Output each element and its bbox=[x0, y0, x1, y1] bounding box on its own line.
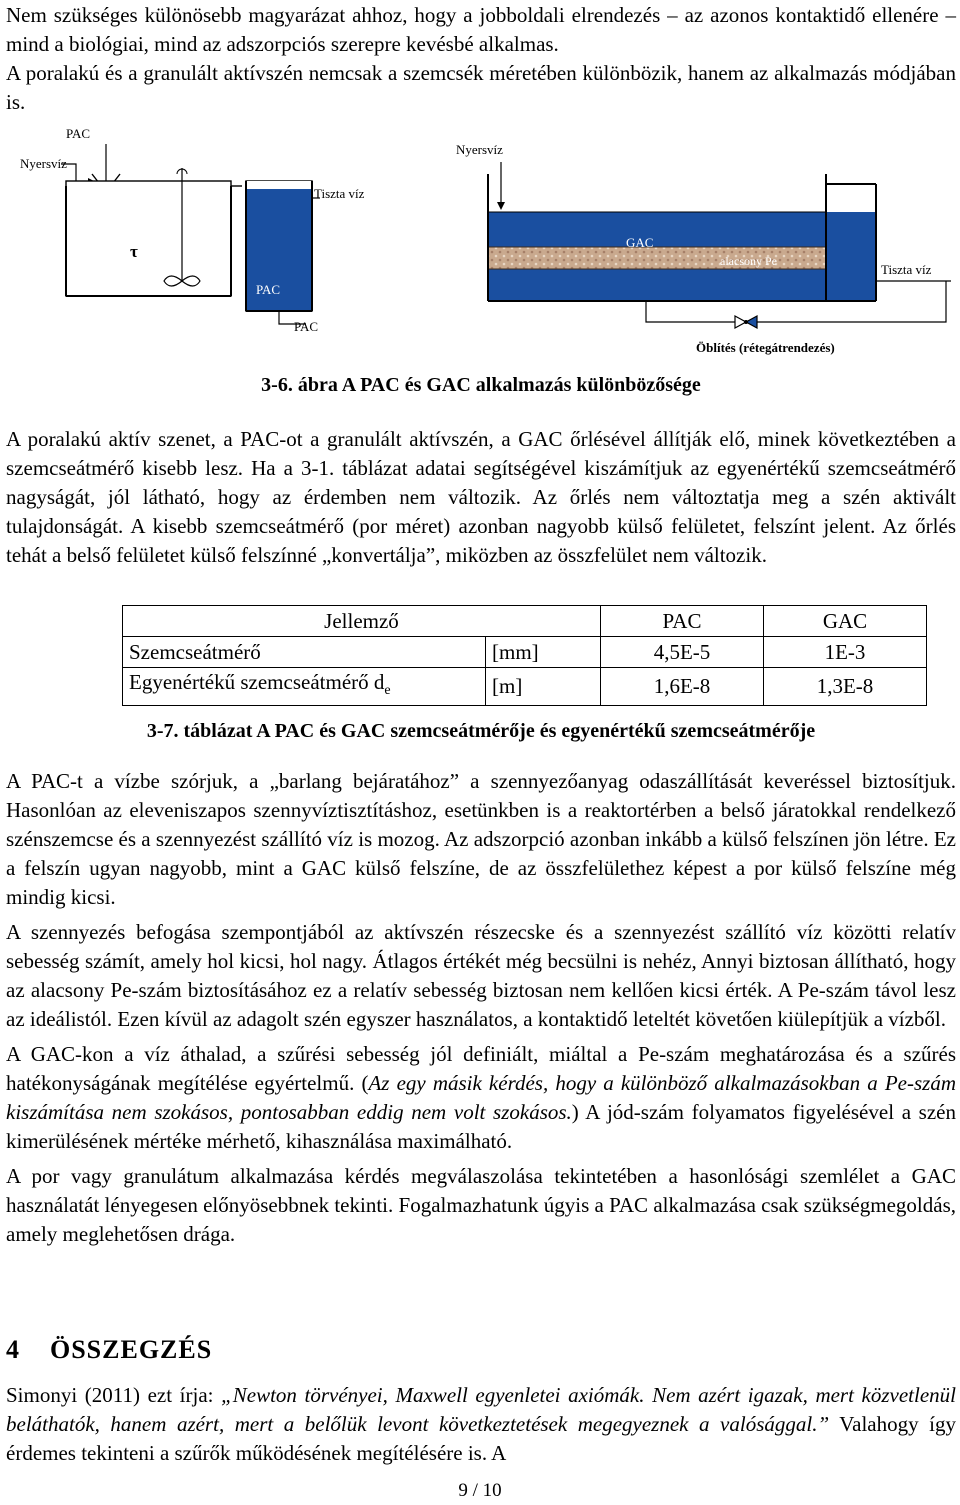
body-text-3 bbox=[6, 1381, 956, 1468]
label-alacsony-pe: alacsony Pe bbox=[720, 254, 777, 268]
label-pac-box: PAC bbox=[256, 282, 281, 297]
table-cell-label-text: Egyenértékű szemcseátmérő d bbox=[129, 670, 385, 694]
label-tiszta-viz-right: Tiszta víz bbox=[881, 262, 932, 277]
label-nyersviz-right: Nyersvíz bbox=[456, 142, 503, 157]
table-header-jellemzo: Jellemző bbox=[123, 606, 601, 637]
paragraph-4 bbox=[6, 1040, 956, 1156]
paragraph-4-a: A GAC-kon a víz áthalad, a szűrési sebesség jól definiált, miáltal a Pe-szám meghatározása és a szűrés hatékonyságának megítélése egyértelmű. ( bbox=[6, 1042, 956, 1095]
label-tau: τ bbox=[130, 242, 138, 261]
table-caption: 3-7. táblázat A PAC és GAC szemcseátmérője és egyenértékű szemcseátmérője bbox=[146, 720, 816, 742]
intro-text bbox=[6, 1, 956, 117]
figure-pac-gac bbox=[6, 126, 956, 362]
table-cell-label: Szemcseátmérő bbox=[123, 637, 486, 668]
table-header-pac: PAC bbox=[601, 606, 764, 637]
page-number: 9 / 10 bbox=[458, 1480, 502, 1501]
table-row bbox=[123, 637, 927, 668]
section-heading bbox=[6, 1335, 212, 1364]
table-cell-pac: 4,5E-5 bbox=[601, 637, 764, 668]
particle-size-table bbox=[122, 605, 927, 706]
body-text-1 bbox=[6, 425, 956, 570]
section-number: 4 bbox=[6, 1335, 20, 1364]
gac-filter bbox=[488, 162, 826, 301]
label-pac-top: PAC bbox=[66, 126, 91, 141]
figure-caption: 3-6. ábra A PAC és GAC alkalmazás különbözősége bbox=[261, 374, 701, 396]
table-header-gac: GAC bbox=[764, 606, 927, 637]
table-row bbox=[123, 668, 927, 706]
paragraph-6-a: Simonyi (2011) ezt írja: bbox=[6, 1383, 222, 1407]
table-cell-label bbox=[123, 668, 486, 706]
intro-paragraph-2: A poralakú és a granulált aktívszén nemcsak a szemcsék méretében különbözik, hanem az alkalmazás módjában is. bbox=[6, 61, 956, 114]
table-cell-gac: 1,3E-8 bbox=[764, 668, 927, 706]
label-tiszta-viz-mid: Tiszta víz bbox=[314, 186, 365, 201]
mixing-reactor bbox=[66, 168, 231, 296]
clean-water-tank bbox=[826, 184, 951, 301]
body-text-2 bbox=[6, 767, 956, 1255]
paragraph-1: A poralakú aktív szenet, a PAC-ot a granulált aktívszén, a GAC őrlésével állítják elő, minek következtében a szemcseátmérő kisebb lesz. Ha a 3-1. táblázat adatai segítségével kiszámítjuk az egyenértékű szemcseátmérő nagyságát, jól látható, hogy az érdemben nem változik. Az őrlés nem változtatja meg a szén aktivált tulajdonságát. A kisebb szemcseátmérő (por méret) azonban nagyobb külső felületet, felszínt jelent. Az őrlés tehát a belső felületet külső felszínné „konvertálja”, miközben az összfelület nem változik. bbox=[6, 427, 956, 567]
label-pac-bottom: PAC bbox=[294, 319, 319, 334]
paragraph-3: A szennyezés befogása szempontjából az aktívszén részecske és a szennyezést szállító víz közötti relatív sebesség számít, amely hol kicsi, hol nagy. Átlagos értékét még becsülni is nehéz, Annyi biztosan állítható, hogy az alacsony Pe-szám biztosításához ez a relatív sebesség biztosan nem kellően kicsi érték. A Pe-szám távol lesz az ideálistól. Ezen kívül az adagolt szén egyszer használatos, a kontaktidő leteltét követően kiülepítjük a vízből. bbox=[6, 920, 956, 1031]
paragraph-2: A PAC-t a vízbe szórjuk, a „barlang bejáratához” a szennyezőanyag odaszállítását keveréssel biztosítjuk. Hasonlóan az eleveniszapos szennyvíztisztításhoz, esetünkben is a reaktortérben a belső járatokkal rendelkező szénszemcse és a szennyezést szállító víz is mozog. Az adszorpció azonban inkább a külső felszínen jön létre. Ez a felszín ugyan nagyobb, mint a GAC külső felszíne, de az összfelülethez képest a por külső felszíne még mindig kicsi. bbox=[6, 769, 956, 909]
table-cell-gac: 1E-3 bbox=[764, 637, 927, 668]
table-header-row bbox=[123, 606, 927, 637]
table-cell-unit: [mm] bbox=[486, 637, 601, 668]
paragraph-4-italic: Az egy másik kérdés, hogy a különböző alkalmazásokban a Pe-szám kiszámítása nem szokásos, pontosabban eddig nem volt szokásos. bbox=[6, 1071, 956, 1124]
paragraph-4-b: ) A jód-szám folyamatos figyelésével a szén kimerülésének mértéke mérhető, kihasználása maximálható. bbox=[6, 1100, 956, 1153]
table-cell-label-sub: e bbox=[384, 683, 391, 699]
paragraph-5: A por vagy granulátum alkalmazása kérdés megválaszolása tekintetében a hasonlósági szemlélet a GAC használatát lényegesen előnyösebbnek tekinti. Fogalmazhatunk úgyis a PAC alkalmazása csak szükségmegoldás, amely meglehetősen drága. bbox=[6, 1164, 956, 1246]
label-oblites: Öblítés (rétegátrendezés) bbox=[696, 340, 835, 355]
paragraph-6-italic: „Newton törvényei, Maxwell egyenletei axiómák. Nem azért igazak, mert közvetlenül beláthatók, hanem azért, mert a belőlük levont következtetések megegyeznek a valósággal.” bbox=[6, 1383, 956, 1436]
section-title: ÖSSZEGZÉS bbox=[50, 1335, 213, 1364]
paragraph-6-b: Valahogy így érdemes tekinteni a szűrők működésének megítélésére is. A bbox=[6, 1412, 956, 1465]
table-cell-pac: 1,6E-8 bbox=[601, 668, 764, 706]
settling-tank bbox=[246, 181, 320, 324]
label-gac: GAC bbox=[626, 235, 654, 250]
intro-paragraph-1: Nem szükséges különösebb magyarázat ahhoz, hogy a jobboldali elrendezés – az azonos kontaktidő ellenére – mind a biológiai, mind az adszorpciós szerepre kevésbé alkalmas. bbox=[6, 3, 956, 56]
paragraph-6 bbox=[6, 1381, 956, 1468]
table-cell-unit: [m] bbox=[486, 668, 601, 706]
label-nyersviz-left: Nyersvíz bbox=[20, 156, 67, 171]
